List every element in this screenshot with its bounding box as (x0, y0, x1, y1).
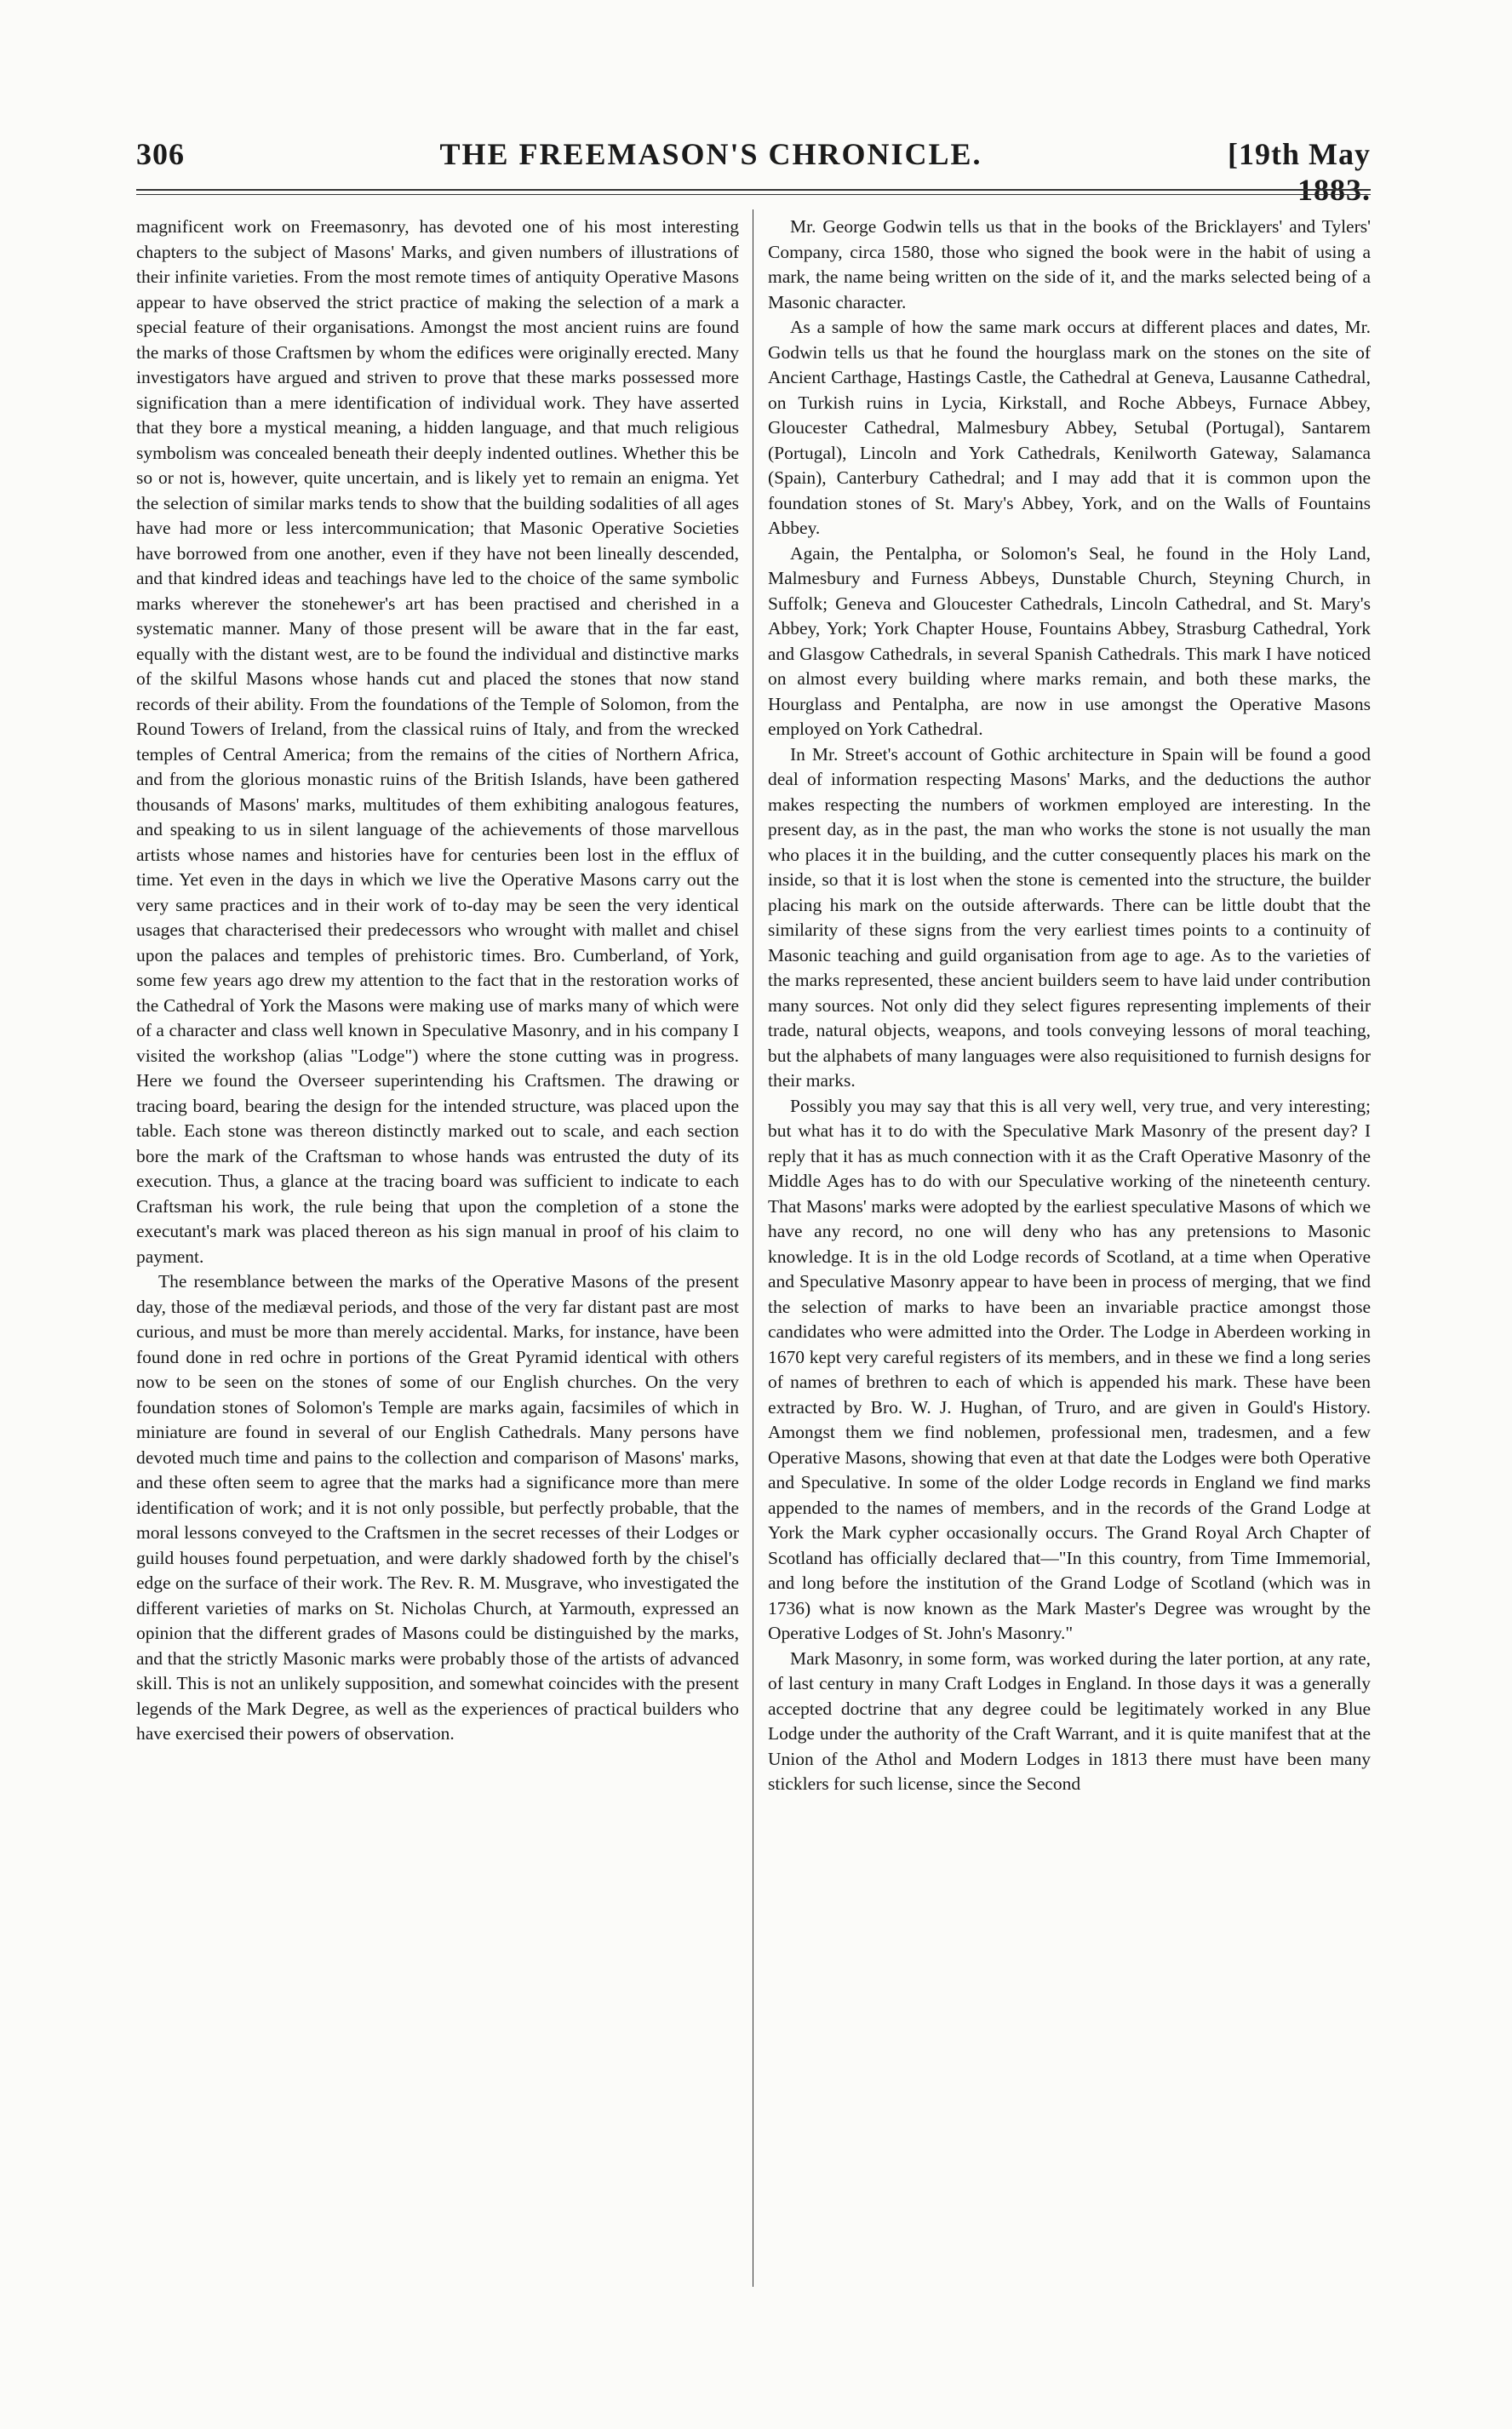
paragraph: The resemblance between the marks of the Operative Masons of the present day, those of the mediæval periods, and those of the very far distant past are most curious, and must be more than merely accidental. Marks, for instance, have been found done in red ochre in portions of the Great Pyramid identical with others now to be seen on the stones of some of our English churches. On the very foundation stones of Solomon's Temple are marks again, facsimiles of which in miniature are found in several of our English Cathedrals. Many persons have devoted much time and pains to the collection and comparison of Masons' marks, and these often seem to agree that the marks had a significance more than mere identification of work; and it is not only possible, but perfectly probable, that the moral lessons conveyed to the Craftsmen in the secret recesses of their Lodges or guild houses found perpetuation, and were darkly shadowed forth by the chisel's edge on the surface of their work. The Rev. R. M. Musgrave, who investigated the different varieties of marks on St. Nicholas Church, at Yarmouth, expressed an opinion that the different grades of Masons could be distinguished by the marks, and that the strictly Masonic marks were probably those of the artists of advanced skill. This is not an unlikely supposition, and somewhat coincides with the present legends of the Mark Degree, as well as the experiences of practical builders who have exercised their powers of observation. (136, 1271, 739, 1744)
paragraph: Again, the Pentalpha, or Solomon's Seal, he found in the Holy Land, Malmesbury and Furness Abbeys, Dunstable Church, Steyning Church, in Suffolk; Geneva and Gloucester Cathedrals, Lincoln Cathedral, and St. Mary's Abbey, York; York Chapter House, Fountains Abbey, Strasburg Cathedral, York and Glasgow Cathedrals, in several Spanish Cathedrals. This mark I have noticed on almost every building where marks remain, and both these marks, the Hourglass and Pentalpha, are now in use amongst the Operative Masons employed on York Cathedral. (768, 542, 1371, 739)
paragraph: As a sample of how the same mark occurs at different places and dates, Mr. Godwin tells us that he found the hourglass mark on the stones on the site of Ancient Carthage, Hastings Castle, the Cathedral at Geneva, Lausanne Cathedral, on Turkish ruins in Lycia, Kirkstall, and Roche Abbeys, Furnace Abbey, Gloucester Cathedral, Malmesbury Abbey, Setubal (Portugal), Santarem (Portugal), Lincoln and York Cathedrals, Kenilworth Gateway, Salamanca (Spain), Canterbury Cathedral; and I may add that it is common upon the foundation stones of St. Mary's Abbey, York, and on the Walls of Fountains Abbey. (768, 317, 1371, 538)
paragraph: Possibly you may say that this is all very well, very true, and very interesting; but what has it to do with the Speculative Mark Masonry of the present day? I reply that it has as much connection with it as the Craft Operative Masonry of the Middle Ages has to do with our Speculative working of the nineteenth century. That Masons' marks were adopted by the earliest speculative Masons of which we have any record, no one will deny who has any pretensions to Masonic knowledge. It is in the old Lodge records of Scotland, at a time when Operative and Speculative Masonry appear to have been in process of merging, that we find the selection of marks to have been an invariable practice amongst those candidates who were admitted into the Order. The Lodge in Aberdeen working in 1670 kept very careful registers of its members, and in these we find a long series of names of brethren to each of which is appended his mark. These have been extracted by Bro. W. J. Hughan, of Truro, and are given in Gould's History. Amongst them we find noblemen, professional men, tradesmen, and a few Operative Masons, showing that even at that date the Lodges were both Operative and Speculative. In some of the older Lodge records in England we find marks appended to the names of members, and in the records of the Grand Lodge at York the Mark cypher occasionally occurs. The Grand Royal Arch Chapter of Scotland has officially declared that—"In this country, from Time Immemorial, and long before the institution of the Grand Lodge of Scotland (which was in 1736) what is now known as the Mark Master's Degree was wrought by the Operative Lodges of St. John's Masonry." (768, 1095, 1371, 1643)
page-header (136, 136, 1371, 207)
newspaper-title: THE FREEMASON'S CHRONICLE. (439, 137, 982, 171)
page-number: 306 (136, 137, 185, 171)
paragraph: magnificent work on Freemasonry, has devoted one of his most interesting chapters to the subject of Masons' Marks, and given numbers of illustrations of their infinite varieties. From the most remote times of antiquity Operative Masons appear to have observed the strict practice of making the selection of a mark a special feature of their organisations. Amongst the most ancient ruins are found the marks of those Craftsmen by whom the edifices were originally erected. Many investigators have argued and striven to prove that these marks possessed more signification than a mere identification of individual work. They have asserted that they bore a mystical meaning, a hidden language, and that much religious symbolism was concealed beneath their deeply indented outlines. Whether this be so or not is, however, quite uncertain, and is likely yet to remain an enigma. Yet the selection of similar marks tends to show that the building sodalities of all ages have had more or less intercommunication; that Masonic Operative Societies have borrowed from one another, even if they have not been lineally descended, and that kindred ideas and teachings have led to the choice of the same symbolic marks wherever the stonehewer's art has been practised and cherished in a systematic manner. Many of those present will be aware that in the far east, equally with the distant west, are to be found the individual and distinctive marks of the skilful Masons whose hands cut and placed the stones that now stand records of their ability. From the foundations of the Temple of Solomon, from the Round Towers of Ireland, from the classical ruins of Italy, and from the wrecked temples of Central America; from the remains of the cities of Northern Africa, and from the glorious monastic ruins of the British Islands, have been gathered thousands of Masons' marks, multitudes of them exhibiting analogous features, and speaking to us in silent language of the achievements of those marvellous artists whose names and histories have for centuries been lost in the efflux of time. Yet even in the days in which we live the Operative Masons carry out the very same practices and in their work of to-day may be seen the very identical usages that characterised their predecessors who wrought with mallet and chisel upon the palaces and temples of prehistoric times. Bro. Cumberland, of York, some few years ago drew my attention to the fact that in the restoration works of the Cathedral of York the Masons were making use of marks many of which were of a character and class well known in Speculative Masonry, and in his company I visited the workshop (alias "Lodge") where the stone cutting was in progress. Here we found the Overseer superintending his Craftsmen. The drawing or tracing board, bearing the design for the intended structure, was placed upon the table. Each stone was thereon distinctly marked out to scale, and each section bore the mark of the Craftsman to whose hands was entrusted the duty of its execution. Thus, a glance at the tracing board was sufficient to indicate to each Craftsman his work, the rule being that upon the completion of a stone the executant's mark was placed thereon as his sign manual in proof of his claim to payment. (136, 216, 739, 1267)
paragraph: In Mr. Street's account of Gothic architecture in Spain will be found a good deal of information respecting Masons' Marks, and the deductions the author makes respecting the numbers of workmen employed are interesting. In the present day, as in the past, the man who works the stone is not usually the man who places it in the building, and the cutter consequently places his mark on the inside, so that it is lost when the stone is cemented into the structure, the builder placing his mark on the outside afterwards. There can be little doubt that the similarity of these signs from the very earliest times points to a continuity of Masonic teaching and guild organisation from age to age. As to the varieties of the marks represented, these ancient builders seem to have laid under contribution many sources. Not only did they select figures representing implements of their trade, natural objects, weapons, and tools conveying lessons of moral teaching, but the alphabets of many languages were also requisitioned to furnish designs for their marks. (768, 743, 1371, 1091)
paragraph: Mr. George Godwin tells us that in the books of the Bricklayers' and Tylers' Company, circa 1580, those who signed the book were in the habit of using a mark, the name being written on the side of it, and the marks selected being of a Masonic character. (768, 216, 1371, 312)
header-rule (136, 189, 1371, 191)
right-column (768, 215, 1371, 2283)
issue-date: [19th May 1883. (1228, 137, 1371, 207)
header-rule-thin (136, 194, 1371, 195)
left-column (136, 215, 739, 2283)
paragraph: Mark Masonry, in some form, was worked during the later portion, at any rate, of last century in many Craft Lodges in England. In those days it was a generally accepted doctrine that any degree could be legitimately worked in any Blue Lodge under the authority of the Craft Warrant, and it is quite manifest that at the Union of the Athol and Modern Lodges in 1813 there must have been many sticklers for such license, since the Second (768, 1647, 1371, 1794)
